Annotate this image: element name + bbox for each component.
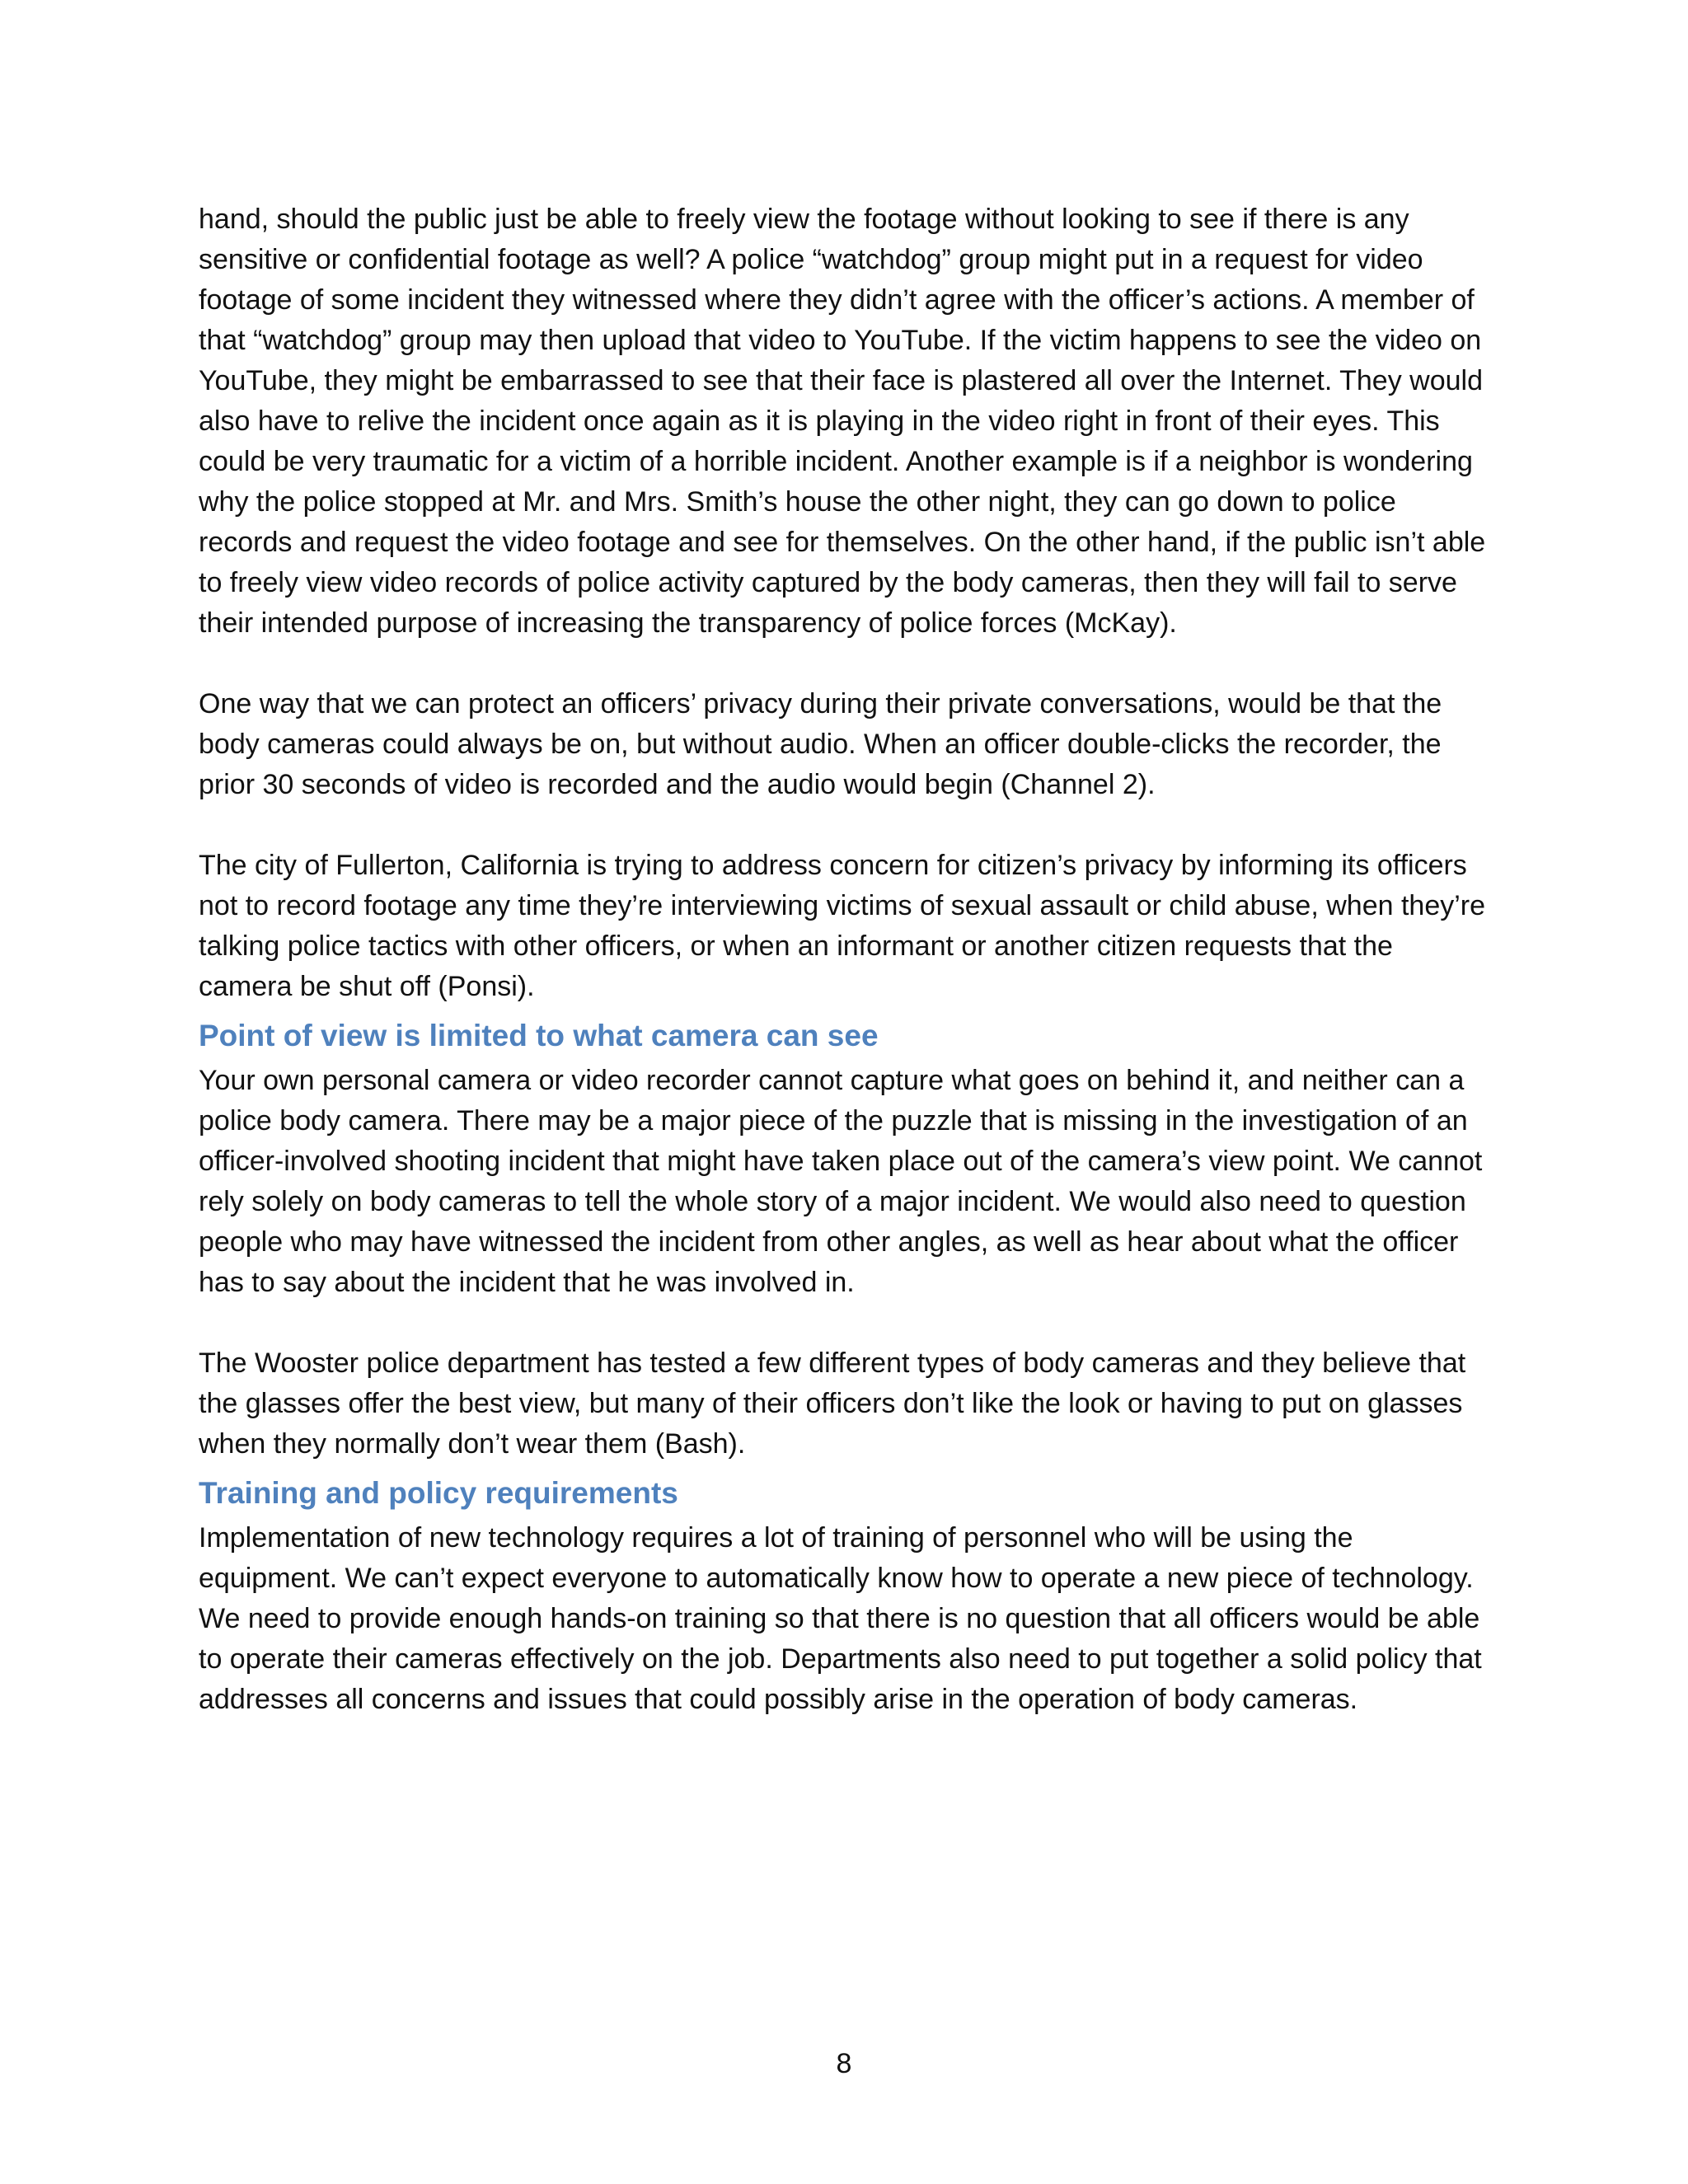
paragraph-spacer — [199, 644, 1493, 684]
paragraph-fullerton-policy: The city of Fullerton, California is trying to address concern for citizen’s privacy by informing its officers not to record footage any time they’re interviewing victims of sexual assault or child abuse, when they’re talking police tactics with other officers, or when an informant or another citizen requests that the camera be shut off (Ponsi). — [199, 850, 1486, 1002]
page-number: 8 — [836, 2048, 852, 2079]
paragraph-training: Implementation of new technology requires a lot of training of personnel who will be using the equipment. We can’t expect everyone to automatically know how to operate a new piece of technology. We need to provide enough hands-on training so that there is no question that all officers would be able to operate their cameras effectively on the job. Departments also need to put together a solid policy that addresses all concerns and issues that could possibly arise in the operation of body cameras. — [199, 1522, 1482, 1715]
paragraph-wooster-glasses: The Wooster police department has tested a few different types of body cameras and they believe that the glasses offer the best view, but many of their officers don’t like the look or having to put on glasses when they normally don’t wear them (Bash). — [199, 1347, 1466, 1460]
paragraph-officer-privacy: One way that we can protect an officers’ privacy during their private conversations, would be that the body cameras could always be on, but without audio. When an officer double-clicks the recorder, the prior 30 seconds of video is recorded and the audio would begin (Channel 2). — [199, 688, 1442, 800]
section-heading-training-policy: Training and policy requirements — [199, 1476, 678, 1510]
paragraph-spacer — [199, 805, 1493, 846]
page-content — [199, 199, 1493, 1720]
paragraph-camera-limits: Your own personal camera or video recorder cannot capture what goes on behind it, and neither can a police body camera. There may be a major piece of the puzzle that is missing in the investigation of an officer-involved shooting incident that might have taken place out of the camera’s view point. We cannot rely solely on body cameras to tell the whole story of a major incident. We would also need to question people who may have witnessed the incident from other angles, as well as hear about what the officer has to say about the incident that he was involved in. — [199, 1065, 1483, 1298]
paragraph-spacer — [199, 1303, 1493, 1343]
section-heading-point-of-view: Point of view is limited to what camera can see — [199, 1019, 879, 1052]
paragraph-public-viewing: hand, should the public just be able to freely view the footage without looking to see if there is any sensitive or confidential footage as well? A police “watchdog” group might put in a request for video footage of some incident they witnessed where they didn’t agree with the officer’s actions. A member of that “watchdog” group may then upload that video to YouTube. If the victim happens to see the video on YouTube, they might be embarrassed to see that their face is plastered all over the Internet. They would also have to relive the incident once again as it is playing in the video right in front of their eyes. This could be very traumatic for a victim of a horrible incident. Another example is if a neighbor is wondering why the police stopped at Mr. and Mrs. Smith’s house the other night, they can go down to police records and request the video footage and see for themselves. On the other hand, if the public isn’t able to freely view video records of police activity captured by the body cameras, then they will fail to serve their intended purpose of increasing the transparency of police forces (McKay). — [199, 204, 1486, 639]
